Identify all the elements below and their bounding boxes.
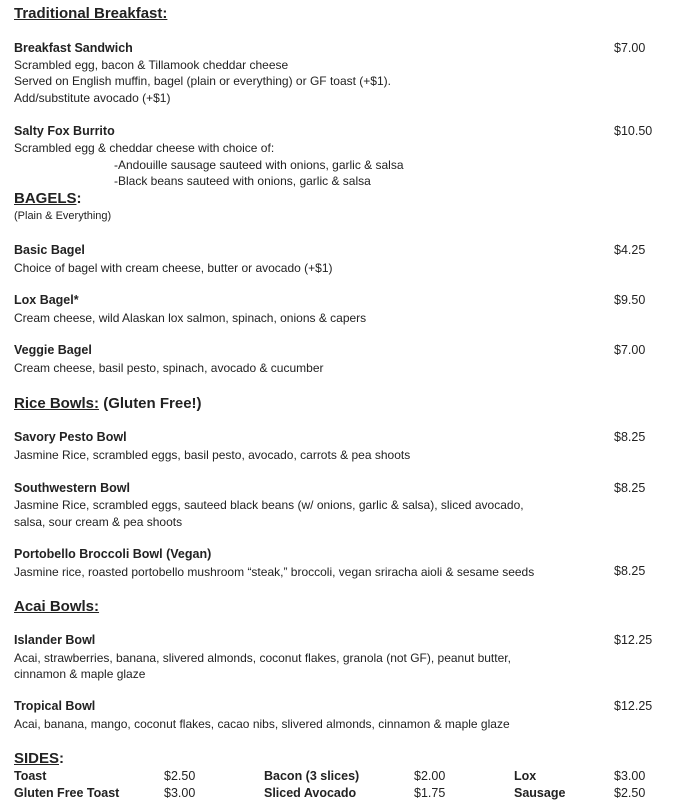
side-price-sliced-avocado: $1.75 (414, 786, 446, 800)
item-desc-line: Cream cheese, wild Alaskan lox salmon, spinach, onions & capers (14, 311, 367, 325)
item-price-southwestern-bowl: $8.25 (614, 481, 646, 495)
side-name-lox: Lox (514, 769, 537, 783)
item-name-salty-fox-burrito: Salty Fox Burrito (14, 124, 115, 138)
section-title-rice-bowls (14, 395, 202, 412)
section-title-suffix: : (59, 750, 65, 767)
side-name-gluten-free-toast: Gluten Free Toast (14, 786, 120, 800)
item-price-lox-bagel: $9.50 (614, 293, 646, 307)
item-price-portobello-broccoli-bowl: $8.25 (614, 564, 646, 578)
section-subtitle-bagels: (Plain & Everything) (14, 210, 112, 222)
side-price-lox: $3.00 (614, 769, 646, 783)
section-title-rice-bowls-text: Rice Bowls: (14, 395, 100, 412)
item-desc-line: Scrambled egg & cheddar cheese with choice of: (14, 141, 275, 155)
item-name-basic-bagel: Basic Bagel (14, 243, 85, 257)
section-title-acai-bowls: Acai Bowls: (14, 598, 100, 615)
item-desc-line: -Black beans sauteed with onions, garlic & salsa (114, 174, 371, 188)
item-desc-line: Choice of bagel with cream cheese, butter or avocado (+$1) (14, 261, 333, 275)
item-name-portobello-broccoli-bowl: Portobello Broccoli Bowl (Vegan) (14, 547, 212, 561)
section-title-traditional-breakfast: Traditional Breakfast: (14, 5, 168, 22)
item-desc-line: -Andouille sausage sauteed with onions, garlic & salsa (114, 158, 404, 172)
item-price-basic-bagel: $4.25 (614, 243, 646, 257)
item-desc-line: Served on English muffin, bagel (plain or everything) or GF toast (+$1). (14, 74, 391, 88)
item-price-veggie-bagel: $7.00 (614, 343, 646, 357)
item-desc-line: Cream cheese, basil pesto, spinach, avocado & cucumber (14, 361, 324, 375)
item-price-islander-bowl: $12.25 (614, 633, 653, 647)
item-desc-line: Acai, strawberries, banana, slivered almonds, coconut flakes, granola (not GF), peanut butter, (14, 651, 511, 665)
section-title-sides (14, 750, 64, 767)
item-desc-line: Scrambled egg, bacon & Tillamook cheddar cheese (14, 58, 289, 72)
item-desc-line: salsa, sour cream & pea shoots (14, 515, 183, 529)
item-price-savory-pesto-bowl: $8.25 (614, 430, 646, 444)
section-title-suffix: : (76, 190, 82, 207)
side-name-toast: Toast (14, 769, 47, 783)
item-name-southwestern-bowl: Southwestern Bowl (14, 481, 130, 495)
item-desc-line: Add/substitute avocado (+$1) (14, 91, 171, 105)
section-title-suffix: (Gluten Free!) (99, 395, 202, 412)
section-title-sides-text: SIDES (14, 750, 60, 767)
item-name-lox-bagel: Lox Bagel* (14, 293, 79, 307)
item-price-salty-fox-burrito: $10.50 (614, 124, 653, 138)
item-desc-line: Jasmine Rice, scrambled eggs, sauteed black beans (w/ onions, garlic & salsa), sliced avocado, (14, 498, 524, 512)
section-title-bagels (14, 190, 82, 207)
side-name-sliced-avocado: Sliced Avocado (264, 786, 357, 800)
side-price-bacon: $2.00 (414, 769, 446, 783)
item-name-breakfast-sandwich: Breakfast Sandwich (14, 41, 133, 55)
item-desc-line: Jasmine rice, roasted portobello mushroom “steak,” broccoli, vegan sriracha aioli & sesame seeds (14, 565, 535, 579)
item-name-savory-pesto-bowl: Savory Pesto Bowl (14, 430, 127, 444)
item-name-tropical-bowl: Tropical Bowl (14, 699, 96, 713)
item-price-breakfast-sandwich: $7.00 (614, 41, 646, 55)
item-desc-line: cinnamon & maple glaze (14, 667, 146, 681)
side-name-bacon: Bacon (3 slices) (264, 769, 360, 783)
side-price-gluten-free-toast: $3.00 (164, 786, 196, 800)
item-desc-line: Acai, banana, mango, coconut flakes, cacao nibs, slivered almonds, cinnamon & maple glaze (14, 717, 510, 731)
item-price-tropical-bowl: $12.25 (614, 699, 653, 713)
item-desc-line: Jasmine Rice, scrambled eggs, basil pesto, avocado, carrots & pea shoots (14, 448, 411, 462)
side-price-toast: $2.50 (164, 769, 196, 783)
side-price-sausage: $2.50 (614, 786, 646, 800)
section-title-bagels-text: BAGELS (14, 190, 77, 207)
item-name-islander-bowl: Islander Bowl (14, 633, 96, 647)
item-name-veggie-bagel: Veggie Bagel (14, 343, 92, 357)
side-name-sausage: Sausage (514, 786, 566, 800)
